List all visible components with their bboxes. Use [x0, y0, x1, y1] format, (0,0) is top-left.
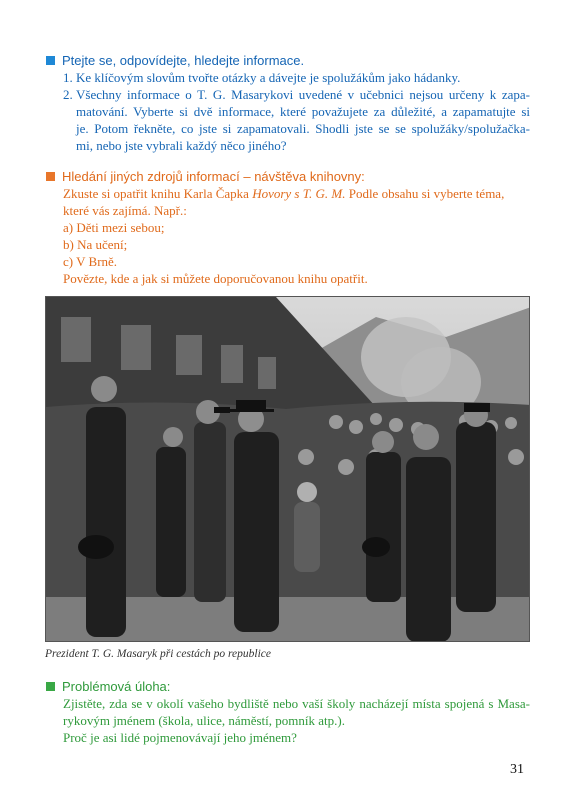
task-line: Proč je asi lidé pojmenovávají jeho jménem?: [63, 730, 297, 745]
blue-square-bullet-icon: [46, 56, 55, 65]
book-title: Hovory s T. G. M.: [252, 186, 346, 201]
intro-text-line2: které vás zajímá. Např.:: [63, 203, 187, 218]
section-heading: [46, 678, 530, 695]
option-item: a) Děti mezi sebou;: [63, 220, 165, 235]
crowd-photo-illustration: [46, 297, 530, 642]
intro-text: Zkuste si opatřit knihu Karla Čapka Hovory s T. G. M. Podle obsahu si vyberte téma,: [63, 186, 505, 201]
list-item: 2. Všechny informace o T. G. Masarykovi uvedené v učebnici nejsou určeny k zapa-: [63, 87, 530, 102]
section-heading: [46, 52, 530, 69]
closing-text: Povězte, kde a jak si můžete doporučovanou knihu opatřit.: [63, 271, 368, 286]
heading-text: Problémová úloha:: [62, 679, 171, 694]
list-item-line: je. Potom řekněte, co jste si zapamatovali. Shodli jste se se spolužáky/spolužačka-: [76, 121, 530, 136]
section-library-visit: [46, 168, 530, 287]
page-number: 31: [510, 762, 524, 777]
option-item: c) V Brně.: [63, 254, 118, 269]
list-item-line: mi, nebo jste vybrali každý něco jiného?: [76, 138, 287, 153]
historical-photo: [45, 296, 530, 642]
section-problem-task: [46, 678, 530, 746]
green-square-bullet-icon: [46, 682, 55, 691]
list-item-line: matování. Vyberte si dvě informace, které považujete za důležité, a zapamatujte si: [76, 104, 530, 119]
photo-caption: Prezident T. G. Masaryk při cestách po republice: [45, 648, 272, 660]
heading-text: Hledání jiných zdrojů informací – návštěva knihovny:: [62, 169, 365, 184]
option-item: b) Na učení;: [63, 237, 128, 252]
section-ask-answer: [46, 52, 530, 154]
list-item: 1. Ke klíčovým slovům tvořte otázky a dávejte je spolužákům jako hádanky.: [63, 70, 461, 85]
task-line: rykovým jménem (škola, ulice, náměstí, pomník atp.).: [63, 713, 345, 728]
section-heading: [46, 168, 530, 185]
task-line: Zjistěte, zda se v okolí vašeho bydliště nebo vaší školy nacházejí místa spojená s Masa-: [63, 696, 530, 711]
heading-text: Ptejte se, odpovídejte, hledejte informace.: [62, 53, 305, 68]
orange-square-bullet-icon: [46, 172, 55, 181]
